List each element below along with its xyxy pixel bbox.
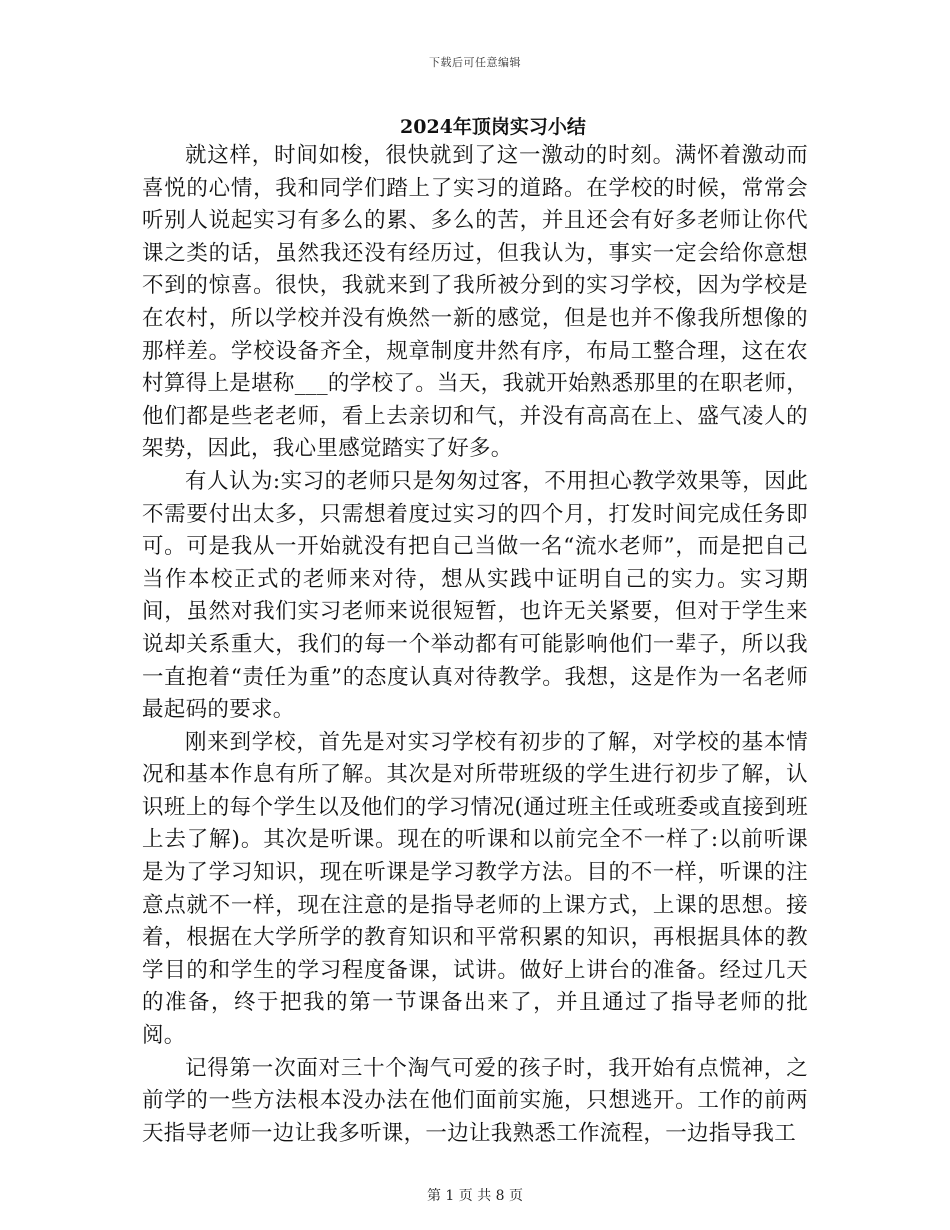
page-number-footer: 第 1 页 共 8 页 xyxy=(426,1188,524,1204)
paragraph-4: 记得第一次面对三十个淘气可爱的孩子时，我开始有点慌神，之前学的一些方法根本没办法在他们面前实施，只想逃开。工作的前两天指导老师一边让我多听课，一边让我熟悉工作流程，一边指导我工 xyxy=(142,1055,808,1146)
paragraph-3: 刚来到学校，首先是对实习学校有初步的了解，对学校的基本情况和基本作息有所了解。其次是对所带班级的学生进行初步了解，认识班上的每个学生以及他们的学习情况(通过班主任或班委或直接到班上去了解)。其次是听课。现在的听课和以前完全不一样了:以前听课是为了学习知识，现在听课是学习教学方法。目的不一样，听课的注意点就不一样，现在注意的是指导老师的上课方式，上课的思想。接着，根据在大学所学的教育知识和平常积累的知识，再根据具体的教学目的和学生的学习程度备课，试讲。做好上讲台的准备。经过几天的准备，终于把我的第一节课备出来了，并且通过了指导老师的批阅。 xyxy=(142,729,808,1049)
paragraph-1: 就这样，时间如梭，很快就到了这一激动的时刻。满怀着激动而喜悦的心情，我和同学们踏上了实习的道路。在学校的时候，常常会听别人说起实习有多么的累、多么的苦，并且还会有好多老师让你代课之类的话，虽然我还没有经历过，但我认为，事实一定会给你意想不到的惊喜。很快，我就来到了我所被分到的实习学校，因为学校是在农村，所以学校并没有焕然一新的感觉，但是也并不像我所想像的那样差。学校设备齐全，规章制度井然有序，布局工整合理，这在农村算得上是堪称___的学校了。当天，我就开始熟悉那里的在职老师，他们都是些老老师，看上去亲切和气，并没有高高在上、盛气凌人的架势，因此，我心里感觉踏实了好多。 xyxy=(142,143,808,462)
document-title: 2024年顶岗实习小结 xyxy=(400,116,586,138)
document-body xyxy=(142,140,808,1150)
header-note: 下载后可任意编辑 xyxy=(429,56,521,69)
paragraph-2: 有人认为:实习的老师只是匆匆过客，不用担心教学效果等，因此不需要付出太多，只需想着度过实习的四个月，打发时间完成任务即可。可是我从一开始就没有把自己当做一名“流水老师”，而是把自己当作本校正式的老师来对待，想从实践中证明自己的实力。实习期间，虽然对我们实习老师来说很短暂，也许无关紧要，但对于学生来说却关系重大，我们的每一个举动都有可能影响他们一辈子，所以我一直抱着“责任为重”的态度认真对待教学。我想，这是作为一名老师最起码的要求。 xyxy=(142,468,808,723)
